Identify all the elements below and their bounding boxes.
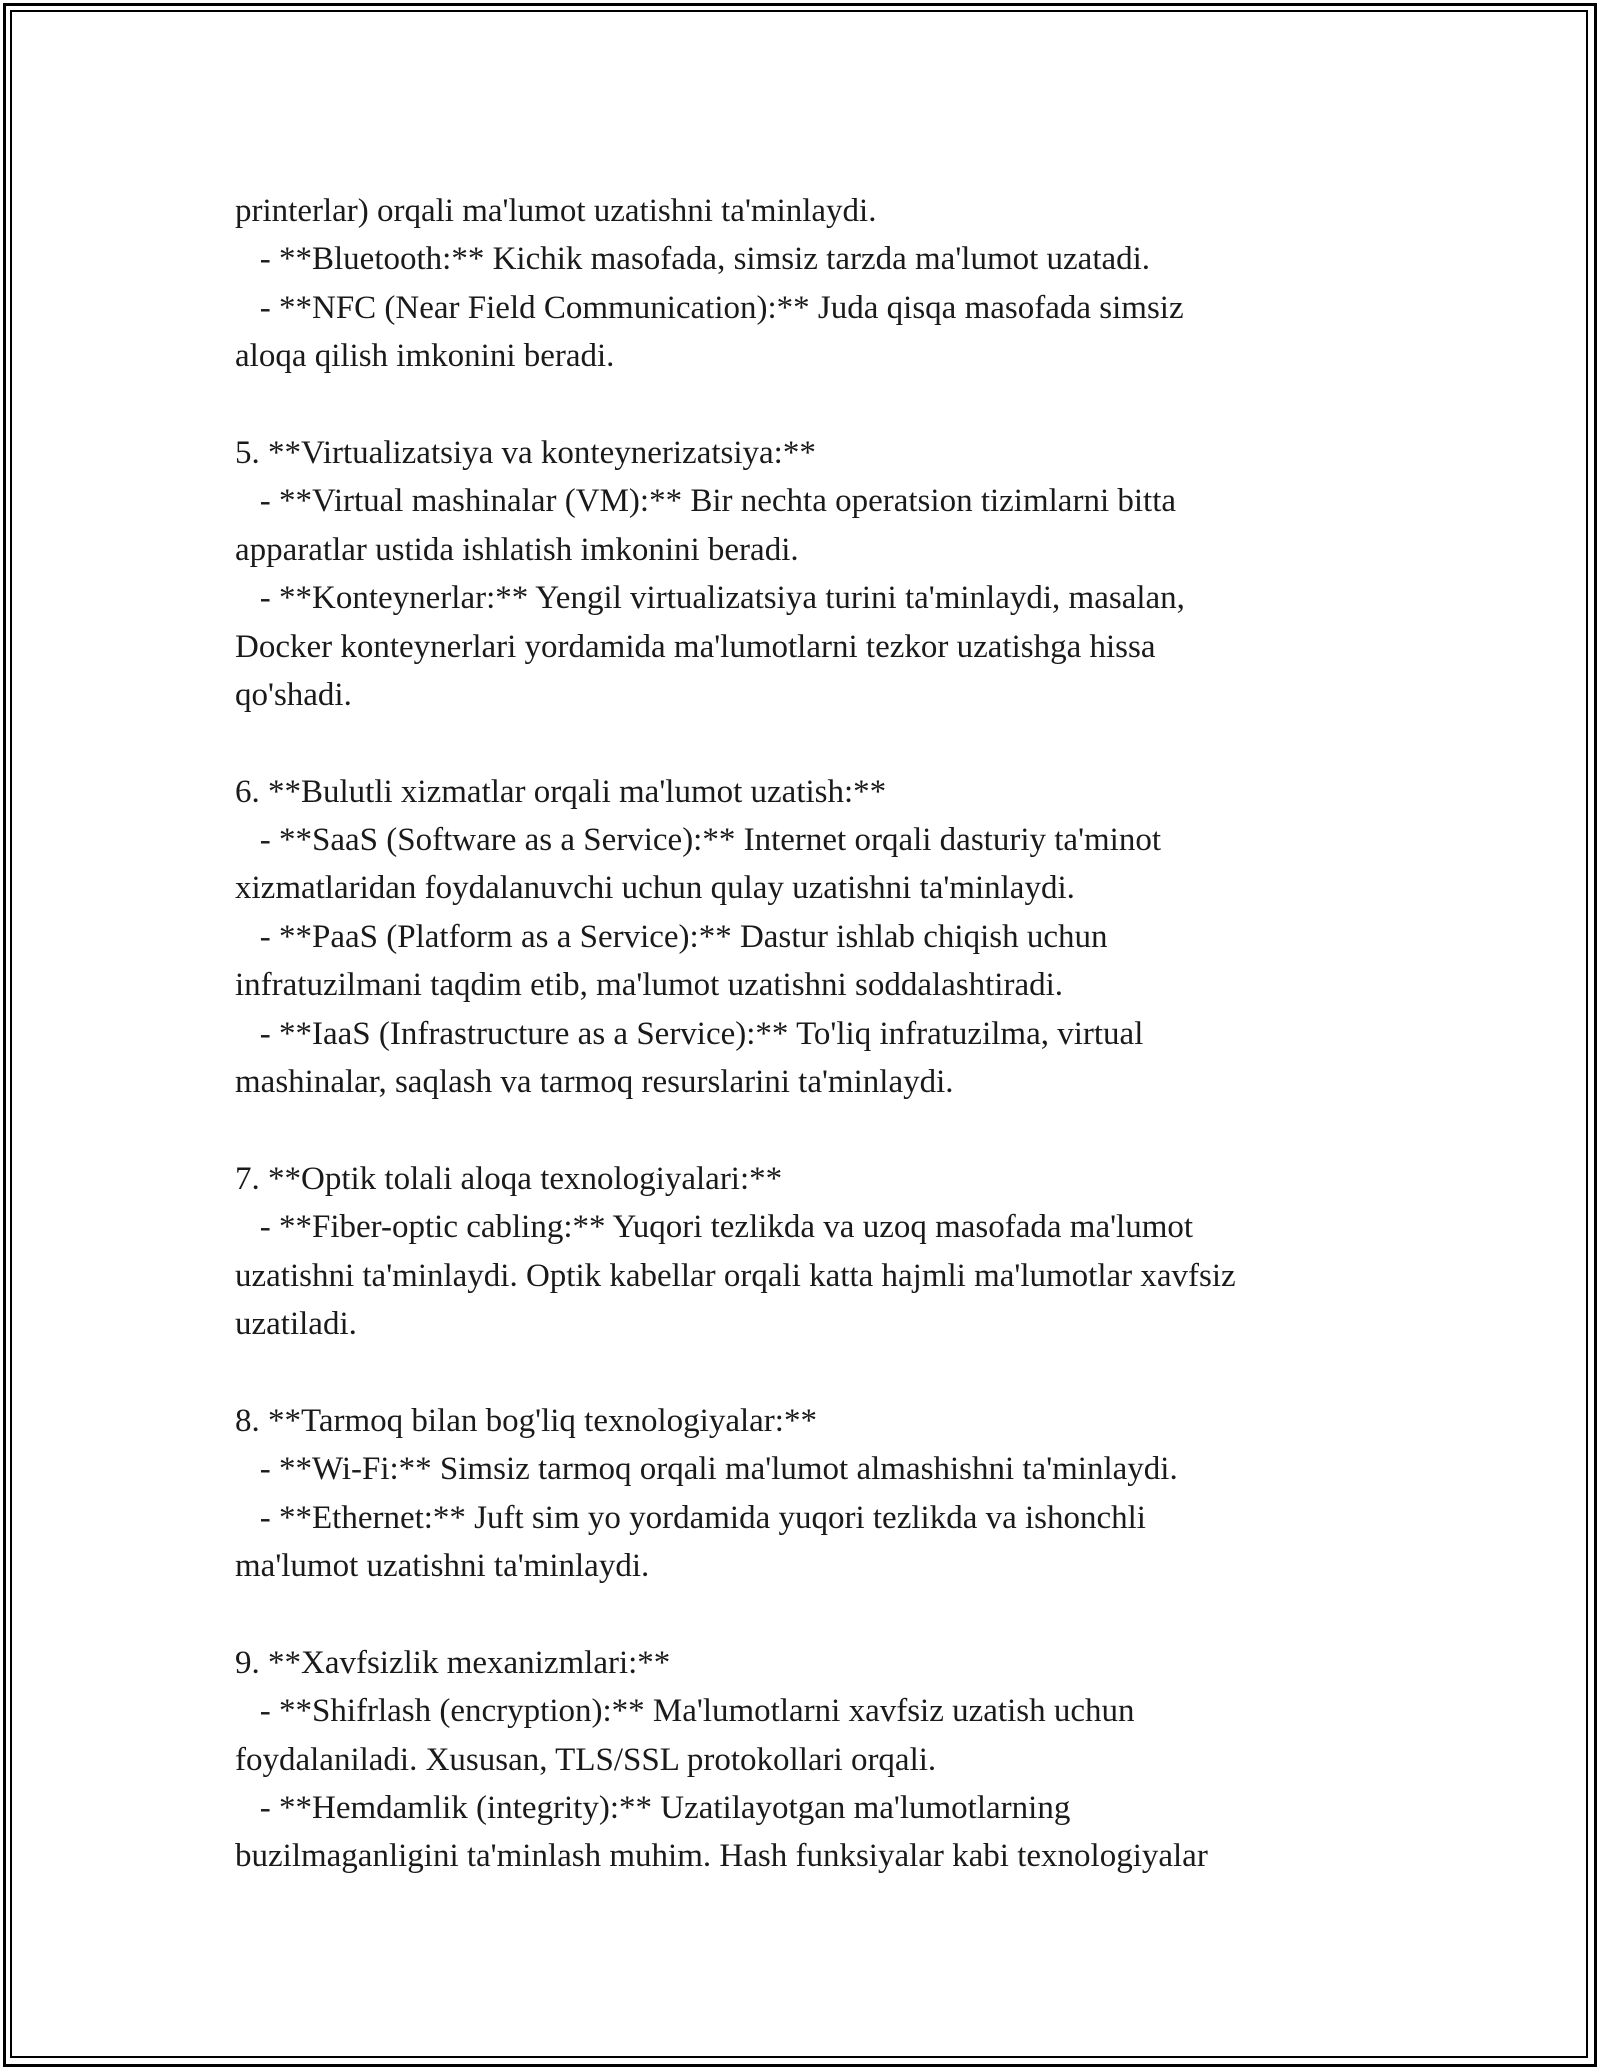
text-line: xizmatlaridan foydalanuvchi uchun qulay uzatishni ta'minlaydi. [235,870,1075,907]
paragraph-spacer [235,1590,1370,1638]
paragraph-spacer [235,719,1370,767]
text-line: - **PaaS (Platform as a Service):** Dastur ishlab chiqish uchun [235,918,1108,955]
text-line: 7. **Optik tolali aloqa texnologiyalari:** [235,1160,783,1197]
text-line: infratuzilmani taqdim etib, ma'lumot uzatishni soddalashtiradi. [235,967,1064,1004]
text-line: qo'shadi. [235,676,352,713]
paragraph-spacer [235,381,1370,429]
text-line: 6. **Bulutli xizmatlar orqali ma'lumot uzatish:** [235,773,887,810]
text-line: apparatlar ustida ishlatish imkonini beradi. [235,531,799,568]
text-line: Docker konteynerlari yordamida ma'lumotlarni tezkor uzatishga hissa [235,628,1156,665]
text-line: aloqa qilish imkonini beradi. [235,338,615,375]
text-line: ma'lumot uzatishni ta'minlaydi. [235,1547,650,1584]
text-line: - **NFC (Near Field Communication):** Juda qisqa masofada simsiz [235,289,1184,326]
text-line: uzatishni ta'minlaydi. Optik kabellar orqali katta hajmli ma'lumotlar xavfsiz [235,1257,1236,1294]
text-line: 9. **Xavfsizlik mexanizmlari:** [235,1644,671,1681]
text-line: - **Bluetooth:** Kichik masofada, simsiz tarzda ma'lumot uzatadi. [235,241,1151,278]
text-line: uzatiladi. [235,1305,357,1342]
text-line: - **Ethernet:** Juft sim yo yordamida yuqori tezlikda va ishonchli [235,1499,1146,1536]
document-body [235,187,1370,1881]
paragraph-spacer [235,1348,1370,1396]
paragraph-spacer [235,1106,1370,1154]
text-line: - **Fiber-optic cabling:** Yuqori tezlikda va uzoq masofada ma'lumot [235,1209,1194,1246]
text-line: 5. **Virtualizatsiya va konteynerizatsiya:** [235,434,816,471]
text-line: - **Virtual mashinalar (VM):** Bir nechta operatsion tizimlarni bitta [235,483,1177,520]
text-line: - **Shifrlash (encryption):** Ma'lumotlarni xavfsiz uzatish uchun [235,1693,1135,1730]
text-line: - **Konteynerlar:** Yengil virtualizatsiya turini ta'minlaydi, masalan, [235,580,1185,617]
text-line: - **IaaS (Infrastructure as a Service):** To'liq infratuzilma, virtual [235,1015,1144,1052]
text-line: - **SaaS (Software as a Service):** Internet orqali dasturiy ta'minot [235,822,1162,859]
text-line: - **Wi-Fi:** Simsiz tarmoq orqali ma'lumot almashishni ta'minlaydi. [235,1451,1178,1488]
text-line: mashinalar, saqlash va tarmoq resurslarini ta'minlaydi. [235,1064,954,1101]
text-line: buzilmaganligini ta'minlash muhim. Hash funksiyalar kabi texnologiyalar [235,1838,1208,1875]
text-line: - **Hemdamlik (integrity):** Uzatilayotgan ma'lumotlarning [235,1789,1071,1826]
text-line: 8. **Tarmoq bilan bog'liq texnologiyalar:** [235,1402,817,1439]
text-line: printerlar) orqali ma'lumot uzatishni ta'minlaydi. [235,193,877,229]
text-line: foydalaniladi. Xususan, TLS/SSL protokollari orqali. [235,1741,937,1778]
